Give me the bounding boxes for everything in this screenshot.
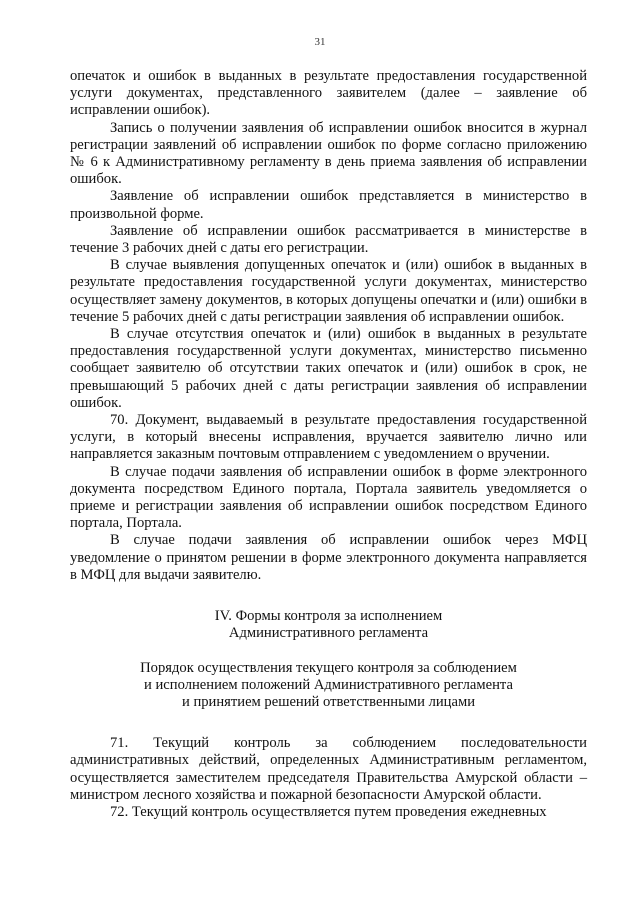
paragraph-mfc-submission: В случае подачи заявления об исправлении ошибок через МФЦ уведомление о принятом решении в форме электронного документа направляется в МФЦ для выдачи заявителю. — [70, 532, 587, 583]
section-heading-line: IV. Формы контроля за исполнением — [214, 608, 443, 625]
subsection-heading-line: Порядок осуществления текущего контроля за соблюдением — [140, 659, 517, 676]
paragraph-portal-submission: В случае подачи заявления об исправлении ошибок в форме электронного документа посредством Единого портала, Портала заявитель уведомляется о приеме и регистрации заявления об исправлении ошибок посредством Единого портала, Портала. — [70, 463, 587, 532]
paragraph-free-form: Заявление об исправлении ошибок представляется в министерство в произвольной форме. — [70, 188, 587, 222]
section-heading — [70, 608, 587, 642]
paragraph-journal-entry: Запись о получении заявления об исправлении ошибок вносится в журнал регистрации заявлений об исправлении ошибок по форме согласно приложению № 6 к Административному регламенту в день приема заявления об исправлении ошибок. — [70, 119, 587, 188]
subsection-heading-line: и исполнением положений Административного регламента — [144, 676, 513, 693]
paragraph-errors-found: В случае выявления допущенных опечаток и (или) ошибок в выданных в результате предоставления государственной услуги документах, министерство осуществляет замену документов, в которых допущены опечатки и (или) ошибки в течение 5 рабочих дней с даты регистрации заявления об исправлении ошибок. — [70, 257, 587, 325]
paragraph-no-errors: В случае отсутствия опечаток и (или) ошибок в выданных в результате предоставления государственной услуги документах, министерство письменно сообщает заявителю об отсутствии таких опечаток и (или) ошибок в срок, не превышающий 5 рабочих дней с даты регистрации заявления об исправлении ошибок. — [70, 326, 587, 411]
paragraph-72: 72. Текущий контроль осуществляется путем проведения ежедневных — [110, 803, 547, 820]
page-number: 31 — [314, 36, 326, 48]
section-heading-line: Административного регламента — [228, 625, 429, 642]
paragraph-review-period: Заявление об исправлении ошибок рассматривается в министерстве в течение 3 рабочих дней с даты его регистрации. — [70, 222, 587, 257]
paragraph-continuation: опечаток и ошибок в выданных в результате предоставления государственной услуги документах, представленного заявителем (далее – заявление об исправлении ошибок). — [70, 68, 587, 119]
paragraph-71: 71. Текущий контроль за соблюдением последовательности административных действий, определенных Административным регламентом, осуществляется заместителем председателя Правительства Амурской области – министром лесного хозяйства и пожарной безопасности Амурской области. — [70, 735, 587, 803]
subsection-heading-line: и принятием решений ответственными лицами — [181, 693, 475, 710]
document-body — [70, 68, 587, 821]
paragraph-70: 70. Документ, выдаваемый в результате предоставления государственной услуги, в который внесены исправления, вручается заявителю лично или направляется заказным почтовым отправлением с уведомлением о вручении. — [70, 412, 587, 463]
subsection-heading — [70, 660, 587, 712]
